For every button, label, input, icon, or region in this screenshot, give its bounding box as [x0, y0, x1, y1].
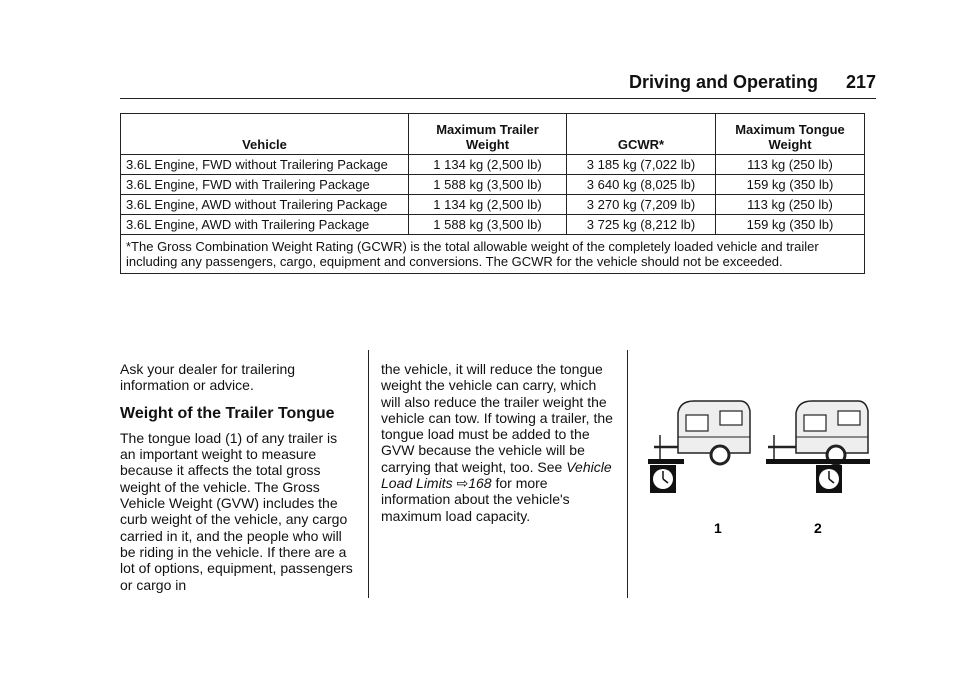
- page-number: 217: [845, 72, 876, 92]
- vehicle-cell: 3.6L Engine, AWD with Trailering Package: [121, 215, 409, 235]
- trailer-weight-cell: 1 134 kg (2,500 lb): [409, 195, 567, 215]
- body-text: the vehicle, it will reduce the tongue weight the vehicle can carry, which will also reduce the trailer weight the vehicle can tow. If towing a trailer, the tongue load must be added to the GVW because the vehicle will be carrying that weight, too. See: [381, 361, 613, 475]
- table-row: [121, 175, 865, 195]
- table-row: [121, 155, 865, 175]
- scale-gauge-icon: [816, 465, 842, 493]
- tongue-weight-cell: 159 kg (350 lb): [716, 175, 865, 195]
- trailer-weight-cell: 1 134 kg (2,500 lb): [409, 155, 567, 175]
- tongue-weight-cell: 113 kg (250 lb): [716, 195, 865, 215]
- gcwr-cell: 3 640 kg (8,025 lb): [567, 175, 716, 195]
- trailer-icon: [648, 401, 750, 464]
- section-title: Driving and Operating: [628, 72, 818, 92]
- page-header: [120, 70, 876, 99]
- body-paragraph: [381, 361, 618, 524]
- figure-label: 1: [714, 520, 722, 536]
- gcwr-footnote: *The Gross Combination Weight Rating (GCWR) is the total allowable weight of the completely loaded vehicle and trailer including any passengers, cargo, equipment and conversions. The GCWR for the vehicle should not be exceeded.: [121, 235, 865, 274]
- gcwr-cell: 3 270 kg (7,209 lb): [567, 195, 716, 215]
- reference-page-number[interactable]: 168: [468, 475, 492, 492]
- column-header-gcwr: GCWR*: [567, 114, 716, 155]
- trailer-scale-diagram: [640, 375, 870, 555]
- tongue-weight-cell: 159 kg (350 lb): [716, 215, 865, 235]
- vehicle-cell: 3.6L Engine, FWD with Trailering Package: [121, 175, 409, 195]
- column-header-vehicle: Vehicle: [121, 114, 409, 155]
- table-footnote-row: [121, 235, 865, 274]
- column-header-max-trailer-weight: Maximum Trailer Weight: [409, 114, 567, 155]
- table-row: [121, 195, 865, 215]
- trailer-weight-table: [120, 113, 865, 274]
- vehicle-cell: 3.6L Engine, FWD without Trailering Package: [121, 155, 409, 175]
- tongue-weight-cell: 113 kg (250 lb): [716, 155, 865, 175]
- cross-reference-link[interactable]: Vehicle Load Limits: [381, 458, 612, 492]
- trailer-icon: [766, 401, 870, 464]
- column-divider: [368, 350, 369, 598]
- scale-gauge-icon: [650, 465, 676, 493]
- column-divider: [627, 350, 628, 598]
- figure-label: 2: [814, 520, 822, 536]
- section-heading: Weight of the Trailer Tongue: [120, 404, 335, 422]
- body-paragraph: The tongue load (1) of any trailer is an important weight to measure because it affects the total gross weight of the vehicle. The Gross Vehicle Weight (GVW) includes the curb weight of the vehicle, any cargo carried in it, and the people who will be riding in the vehicle. If there are a lot of options, equipment, passengers or cargo in: [120, 429, 353, 593]
- left-text-column: [120, 361, 355, 593]
- vehicle-cell: 3.6L Engine, AWD without Trailering Package: [121, 195, 409, 215]
- trailer-weight-cell: 1 588 kg (3,500 lb): [409, 175, 567, 195]
- gcwr-cell: 3 185 kg (7,022 lb): [567, 155, 716, 175]
- table-row: [121, 215, 865, 235]
- intro-paragraph: Ask your dealer for trailering information or advice.: [120, 361, 296, 394]
- right-text-column: [381, 361, 618, 524]
- body-text: for more information about the vehicle's maximum load capacity.: [381, 475, 570, 524]
- table-header-row: [121, 114, 865, 155]
- tongue-weight-illustration: [640, 375, 870, 555]
- trailer-weight-cell: 1 588 kg (3,500 lb): [409, 215, 567, 235]
- column-header-max-tongue-weight: Maximum Tongue Weight: [716, 114, 865, 155]
- arrow-icon: ⇨: [456, 475, 469, 492]
- gcwr-cell: 3 725 kg (8,212 lb): [567, 215, 716, 235]
